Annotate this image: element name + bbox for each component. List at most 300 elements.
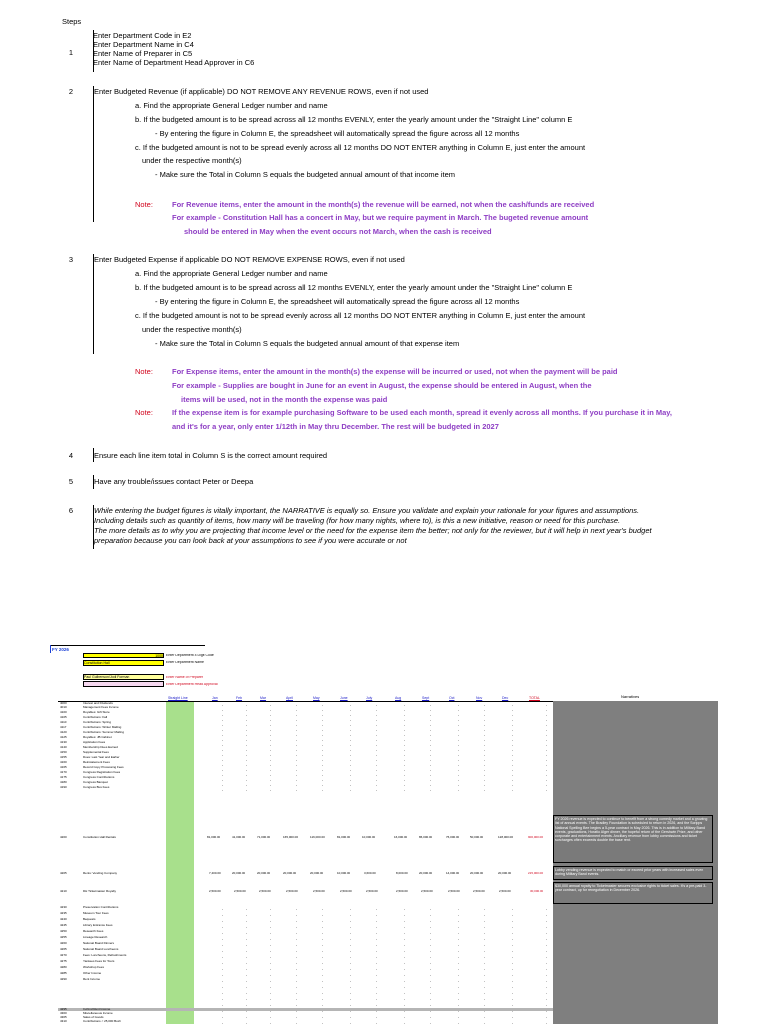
empty-cell-dash: - <box>350 763 352 767</box>
empty-cell-dash: - <box>512 907 514 911</box>
empty-cell-dash: - <box>350 919 352 923</box>
month-value[interactable]: 116,000.00 <box>310 836 325 839</box>
empty-cell-dash: - <box>404 708 406 712</box>
empty-cell-dash: - <box>222 961 224 965</box>
month-value[interactable]: 2,500.00 <box>313 890 325 893</box>
empty-cell-dash: - <box>484 743 486 747</box>
empty-cell-dash: - <box>222 931 224 935</box>
gl-code: 4160 <box>60 760 67 764</box>
gl-code: 4270 <box>60 953 67 957</box>
gl-name: Contributions: Summer Mailing <box>83 731 125 734</box>
empty-cell-dash: - <box>322 961 324 965</box>
empty-cell-dash: - <box>350 783 352 787</box>
empty-cell-dash: - <box>270 713 272 717</box>
empty-cell-dash: - <box>376 943 378 947</box>
empty-cell-dash: - <box>484 758 486 762</box>
empty-cell-dash: - <box>350 1003 352 1007</box>
empty-cell-dash: - <box>246 773 248 777</box>
empty-cell-dash: - <box>350 961 352 965</box>
empty-cell-dash: - <box>376 763 378 767</box>
empty-cell-dash: - <box>246 943 248 947</box>
gl-name: Rent Income <box>83 978 101 981</box>
gl-name: Contributions < 25,000 Boxh <box>83 1020 121 1023</box>
empty-cell-dash: - <box>322 708 324 712</box>
empty-cell-dash: - <box>222 723 224 727</box>
empty-cell-dash: - <box>222 728 224 732</box>
empty-cell-dash: - <box>270 788 272 792</box>
empty-cell-dash: - <box>404 913 406 917</box>
gl-code: 4105 <box>60 715 67 719</box>
empty-cell-dash: - <box>246 1009 248 1013</box>
empty-cell-dash: - <box>296 979 298 983</box>
empty-cell-dash: - <box>546 723 548 727</box>
empty-cell-dash: - <box>350 748 352 752</box>
empty-cell-dash: - <box>246 973 248 977</box>
gl-code: 4240 <box>60 917 67 921</box>
month-value[interactable]: 165,000.00 <box>283 836 299 839</box>
empty-cell-dash: - <box>546 979 548 983</box>
dept-name-hint: Enter Department Name <box>166 661 204 664</box>
empty-cell-dash: - <box>458 773 460 777</box>
empty-cell-dash: - <box>350 788 352 792</box>
empty-cell-dash: - <box>512 783 514 787</box>
empty-cell-dash: - <box>296 718 298 722</box>
step-line: - Make sure the Total in Column S equals the budgeted annual amount of that expense item <box>155 339 460 348</box>
gl-code: 4275 <box>60 959 67 963</box>
gl-code: 4245 <box>60 923 67 927</box>
month-value[interactable]: 81,000.00 <box>337 836 351 839</box>
empty-cell-dash: - <box>270 949 272 953</box>
empty-cell-dash: - <box>376 973 378 977</box>
step-line: a. Find the appropriate General Ledger number and name <box>135 269 328 278</box>
empty-cell-dash: - <box>512 1009 514 1013</box>
empty-cell-dash: - <box>458 943 460 947</box>
empty-cell-dash: - <box>270 931 272 935</box>
month-value[interactable]: 2,500.00 <box>234 890 246 893</box>
month-value[interactable]: 14,000.00 <box>446 872 460 875</box>
empty-cell-dash: - <box>270 733 272 737</box>
gl-name: Membership Dues Earned <box>83 746 118 749</box>
empty-cell-dash: - <box>376 931 378 935</box>
empty-cell-dash: - <box>296 973 298 977</box>
step-line: c. If the budgeted amount is not to be spread evenly across all 12 months DO NOT ENTER anything in Column E, just enter the amount <box>135 311 586 320</box>
month-value[interactable]: 2,500.00 <box>396 890 408 893</box>
gl-name: National Board Luncheons <box>83 948 119 951</box>
empty-cell-dash: - <box>270 991 272 995</box>
empty-cell-dash: - <box>322 733 324 737</box>
empty-cell-dash: - <box>296 1003 298 1007</box>
dept-code-field[interactable]: 1000 <box>83 653 164 658</box>
step-line: Enter Budgeted Revenue (if applicable) DO NOT REMOVE ANY REVENUE ROWS, even if not used <box>94 87 429 96</box>
month-value[interactable]: 2,500.00 <box>473 890 485 893</box>
col-header-month: Jan <box>212 696 218 700</box>
empty-cell-dash: - <box>270 768 272 772</box>
empty-cell-dash: - <box>546 748 548 752</box>
steps-title: Steps <box>62 17 82 26</box>
empty-cell-dash: - <box>458 997 460 1001</box>
narrative-cell[interactable]: $30,000 annual royalty to Ticketmaster secures exclusive rights to ticket sales. It's a pre-paid 3-year contract, up for renegotiation in December 2026. <box>553 882 713 904</box>
empty-cell-dash: - <box>430 738 432 742</box>
month-value[interactable]: 2,500.00 <box>340 890 352 893</box>
empty-cell-dash: - <box>404 753 406 757</box>
empty-cell-dash: - <box>296 967 298 971</box>
empty-cell-dash: - <box>376 713 378 717</box>
note-line: If the expense item is for example purchasing Software to be used each month, spread it evenly across all months. If you purchase it in May, <box>172 408 672 417</box>
empty-cell-dash: - <box>512 1015 514 1019</box>
empty-cell-dash: - <box>546 967 548 971</box>
empty-cell-dash: - <box>222 949 224 953</box>
empty-cell-dash: - <box>376 723 378 727</box>
empty-cell-dash: - <box>296 708 298 712</box>
step-number: 6 <box>68 506 74 515</box>
empty-cell-dash: - <box>222 919 224 923</box>
empty-cell-dash: - <box>246 991 248 995</box>
empty-cell-dash: - <box>404 778 406 782</box>
gl-name: Congress Contributions <box>83 776 115 779</box>
empty-cell-dash: - <box>270 743 272 747</box>
empty-cell-dash: - <box>430 907 432 911</box>
step-line: c. If the budgeted amount is not to be spread evenly across all 12 months DO NOT ENTER anything in Column E, just enter the amount <box>135 143 586 152</box>
step-line: - By entering the figure in Column E, the spreadsheet will automatically spread the figure across all 12 months <box>155 297 520 306</box>
empty-cell-dash: - <box>458 907 460 911</box>
month-value[interactable]: 128,000.00 <box>498 836 514 839</box>
month-value[interactable]: 7,400.00 <box>209 872 221 875</box>
narrative-cell[interactable]: Lobby vending revenue is expected to match or exceed prior years with increased sales even during Military Band events. <box>553 866 713 880</box>
month-value[interactable]: 3,600.00 <box>364 872 376 875</box>
empty-cell-dash: - <box>322 985 324 989</box>
empty-cell-dash: - <box>458 708 460 712</box>
empty-cell-dash: - <box>512 943 514 947</box>
empty-cell-dash: - <box>458 728 460 732</box>
month-value[interactable]: 20,000.00 <box>257 872 271 875</box>
empty-cell-dash: - <box>296 713 298 717</box>
empty-cell-dash: - <box>512 778 514 782</box>
empty-cell-dash: - <box>512 985 514 989</box>
empty-cell-dash: - <box>296 738 298 742</box>
month-value[interactable]: 20,000.00 <box>470 872 484 875</box>
narrative-instruction-line: preparation because you can look back at your assumptions to see if you were accurate or not <box>94 536 407 545</box>
empty-cell-dash: - <box>458 763 460 767</box>
empty-cell-dash: - <box>404 763 406 767</box>
gl-code: 4010 <box>60 705 67 709</box>
empty-cell-dash: - <box>512 1021 514 1025</box>
empty-cell-dash: - <box>296 1021 298 1025</box>
empty-cell-dash: - <box>484 997 486 1001</box>
row-total: 215,000.00 <box>528 872 544 875</box>
empty-cell-dash: - <box>404 1009 406 1013</box>
empty-cell-dash: - <box>484 991 486 995</box>
note-line: should be entered in May when the event occurs not March, when the cash is received <box>184 227 492 236</box>
empty-cell-dash: - <box>350 1021 352 1025</box>
empty-cell-dash: - <box>458 718 460 722</box>
empty-cell-dash: - <box>222 991 224 995</box>
empty-cell-dash: - <box>484 1015 486 1019</box>
step-number: 2 <box>68 87 74 96</box>
empty-cell-dash: - <box>270 1021 272 1025</box>
empty-cell-dash: - <box>322 738 324 742</box>
empty-cell-dash: - <box>350 949 352 953</box>
empty-cell-dash: - <box>246 979 248 983</box>
empty-cell-dash: - <box>404 931 406 935</box>
month-value[interactable]: 2,500.00 <box>209 890 221 893</box>
empty-cell-dash: - <box>546 931 548 935</box>
empty-cell-dash: - <box>376 979 378 983</box>
month-value[interactable]: 2,500.00 <box>286 890 298 893</box>
gl-name: Yankees Fees for Tours <box>83 960 115 963</box>
empty-cell-dash: - <box>296 1009 298 1013</box>
empty-cell-dash: - <box>322 728 324 732</box>
empty-cell-dash: - <box>458 748 460 752</box>
empty-cell-dash: - <box>296 955 298 959</box>
col-header-straight-line: Straight Line <box>168 696 188 700</box>
empty-cell-dash: - <box>246 783 248 787</box>
empty-cell-dash: - <box>222 733 224 737</box>
empty-cell-dash: - <box>296 773 298 777</box>
empty-cell-dash: - <box>350 979 352 983</box>
gl-name: National Board Dinners <box>83 942 115 945</box>
empty-cell-dash: - <box>322 1009 324 1013</box>
empty-cell-dash: - <box>458 778 460 782</box>
empty-cell-dash: - <box>458 788 460 792</box>
empty-cell-dash: - <box>546 907 548 911</box>
empty-cell-dash: - <box>546 703 548 707</box>
empty-cell-dash: - <box>350 931 352 935</box>
empty-cell-dash: - <box>458 961 460 965</box>
empty-cell-dash: - <box>404 773 406 777</box>
empty-cell-dash: - <box>296 753 298 757</box>
note-line: For Expense items, enter the amount in the month(s) the expense will be incurred or used, not when the payment will be paid <box>172 367 618 376</box>
empty-cell-dash: - <box>458 783 460 787</box>
month-value[interactable]: 20,000.00 <box>232 872 246 875</box>
empty-cell-dash: - <box>404 955 406 959</box>
month-value[interactable]: 20,000.00 <box>419 872 433 875</box>
empty-cell-dash: - <box>222 1009 224 1013</box>
empty-cell-dash: - <box>270 979 272 983</box>
empty-cell-dash: - <box>404 1003 406 1007</box>
empty-cell-dash: - <box>430 961 432 965</box>
empty-cell-dash: - <box>322 1015 324 1019</box>
empty-cell-dash: - <box>512 733 514 737</box>
month-value[interactable]: 81,000.00 <box>207 836 221 839</box>
approver-field[interactable] <box>83 681 164 687</box>
empty-cell-dash: - <box>458 753 460 757</box>
month-value[interactable]: 10,000.00 <box>362 836 376 839</box>
dept-name-field[interactable]: Constitution Hall <box>83 660 164 666</box>
empty-cell-dash: - <box>458 733 460 737</box>
empty-cell-dash: - <box>458 967 460 971</box>
empty-cell-dash: - <box>430 955 432 959</box>
col-header-month: Sept <box>422 696 430 700</box>
empty-cell-dash: - <box>512 788 514 792</box>
empty-cell-dash: - <box>546 955 548 959</box>
empty-cell-dash: - <box>222 1015 224 1019</box>
empty-cell-dash: - <box>458 919 460 923</box>
gl-name: Royalties: JB Cabinet <box>83 736 112 739</box>
empty-cell-dash: - <box>322 907 324 911</box>
empty-cell-dash: - <box>246 738 248 742</box>
empty-cell-dash: - <box>246 758 248 762</box>
empty-cell-dash: - <box>546 997 548 1001</box>
empty-cell-dash: - <box>484 748 486 752</box>
empty-cell-dash: - <box>376 783 378 787</box>
empty-cell-dash: - <box>404 949 406 953</box>
empty-cell-dash: - <box>322 788 324 792</box>
empty-cell-dash: - <box>296 743 298 747</box>
empty-cell-dash: - <box>376 1009 378 1013</box>
empty-cell-dash: - <box>270 925 272 929</box>
gl-name: Record Copy Processing Fees <box>83 766 124 769</box>
empty-cell-dash: - <box>458 1021 460 1025</box>
gl-code: 4235 <box>60 911 67 915</box>
empty-cell-dash: - <box>350 943 352 947</box>
month-value[interactable]: 71,000.00 <box>257 836 271 839</box>
gl-code: 4260 <box>60 941 67 945</box>
narrative-instruction-line: While entering the budget figures is vitally important, the NARRATIVE is equally so. Ensure you validate and explain your rationale for your figures and assumptions. <box>94 506 640 515</box>
empty-cell-dash: - <box>270 703 272 707</box>
col-header-month: Oct <box>449 696 455 700</box>
straight-line-column[interactable] <box>166 702 194 1024</box>
empty-cell-dash: - <box>322 1021 324 1025</box>
empty-cell-dash: - <box>222 1021 224 1025</box>
empty-cell-dash: - <box>484 979 486 983</box>
narrative-cell[interactable]: FY 2026 revenue is expected to continue to benefit from a strong comedy market and a growing list of annual events. The Bradley Foundation is scheduled to return in 2026, and the Scripps National Spelling Bee begins a 5-year contract in May 2026. This is in addition to Military Band events, graduations, Horatio Alger dinner, the hopeful return of the Gershwin Prize, and other corporate and entertainment events. Ancillary revenue from lobby commissions and ticket surcharges often exceeds double the base rent. <box>553 815 713 863</box>
empty-cell-dash: - <box>404 919 406 923</box>
month-value[interactable]: 16,000.00 <box>394 836 408 839</box>
empty-cell-dash: - <box>404 943 406 947</box>
empty-cell-dash: - <box>512 758 514 762</box>
empty-cell-dash: - <box>270 758 272 762</box>
gl-code: 4285 <box>60 971 67 975</box>
empty-cell-dash: - <box>296 763 298 767</box>
empty-cell-dash: - <box>376 1021 378 1025</box>
approver-hint: Enter Department Head Approval <box>166 683 218 686</box>
month-value[interactable]: 76,000.00 <box>446 836 460 839</box>
empty-cell-dash: - <box>430 773 432 777</box>
empty-cell-dash: - <box>484 708 486 712</box>
empty-cell-dash: - <box>222 943 224 947</box>
empty-cell-dash: - <box>376 788 378 792</box>
empty-cell-dash: - <box>376 907 378 911</box>
empty-cell-dash: - <box>350 913 352 917</box>
empty-cell-dash: - <box>246 949 248 953</box>
empty-cell-dash: - <box>222 778 224 782</box>
month-value[interactable]: 2,500.00 <box>499 890 511 893</box>
empty-cell-dash: - <box>376 925 378 929</box>
step-line: - Make sure the Total in Column S equals the budgeted annual amount of that income item <box>155 170 456 179</box>
empty-cell-dash: - <box>246 753 248 757</box>
empty-cell-dash: - <box>322 979 324 983</box>
empty-cell-dash: - <box>296 949 298 953</box>
empty-cell-dash: - <box>296 733 298 737</box>
empty-cell-dash: - <box>270 907 272 911</box>
empty-cell-dash: - <box>430 788 432 792</box>
gl-name: Congress Bus Fees <box>83 786 110 789</box>
month-value[interactable]: 10,000.00 <box>337 872 351 875</box>
empty-cell-dash: - <box>512 703 514 707</box>
month-value[interactable]: 2,500.00 <box>366 890 378 893</box>
gl-code: 4100 <box>60 710 67 714</box>
step-line: Enter Name of Preparer in C5 <box>93 49 193 58</box>
month-value[interactable]: 2,500.00 <box>448 890 460 893</box>
empty-cell-dash: - <box>296 788 298 792</box>
empty-cell-dash: - <box>246 913 248 917</box>
empty-cell-dash: - <box>222 708 224 712</box>
col-header-month: May <box>313 696 320 700</box>
empty-cell-dash: - <box>322 748 324 752</box>
empty-cell-dash: - <box>296 919 298 923</box>
empty-cell-dash: - <box>246 985 248 989</box>
month-value[interactable]: 41,000.00 <box>232 836 246 839</box>
empty-cell-dash: - <box>484 763 486 767</box>
gl-name: Bequests <box>83 918 96 921</box>
empty-cell-dash: - <box>296 748 298 752</box>
empty-cell-dash: - <box>546 718 548 722</box>
empty-cell-dash: - <box>458 985 460 989</box>
month-value[interactable]: 20,000.00 <box>283 872 297 875</box>
empty-cell-dash: - <box>404 703 406 707</box>
preparer-field[interactable]: Paul Gulbenson/Jodi Forman <box>83 674 164 680</box>
empty-cell-dash: - <box>404 733 406 737</box>
empty-cell-dash: - <box>350 1015 352 1019</box>
empty-cell-dash: - <box>350 773 352 777</box>
empty-cell-dash: - <box>350 925 352 929</box>
empty-cell-dash: - <box>512 931 514 935</box>
empty-cell-dash: - <box>222 748 224 752</box>
empty-cell-dash: - <box>512 967 514 971</box>
empty-cell-dash: - <box>246 937 248 941</box>
empty-cell-dash: - <box>222 703 224 707</box>
note-label: Note: <box>135 367 153 376</box>
empty-cell-dash: - <box>270 748 272 752</box>
empty-cell-dash: - <box>484 919 486 923</box>
empty-cell-dash: - <box>458 931 460 935</box>
empty-cell-dash: - <box>430 937 432 941</box>
month-value[interactable]: 8,000.00 <box>396 872 408 875</box>
empty-cell-dash: - <box>430 997 432 1001</box>
empty-cell-dash: - <box>404 1015 406 1019</box>
empty-cell-dash: - <box>296 997 298 1001</box>
month-value[interactable]: 20,000.00 <box>310 872 324 875</box>
empty-cell-dash: - <box>296 728 298 732</box>
empty-cell-dash: - <box>376 1003 378 1007</box>
empty-cell-dash: - <box>404 991 406 995</box>
empty-cell-dash: - <box>246 967 248 971</box>
empty-cell-dash: - <box>296 723 298 727</box>
gl-code: 4117 <box>60 725 67 729</box>
empty-cell-dash: - <box>512 713 514 717</box>
empty-cell-dash: - <box>350 937 352 941</box>
empty-cell-dash: - <box>404 713 406 717</box>
empty-cell-dash: - <box>484 985 486 989</box>
month-value[interactable]: 2,500.00 <box>259 890 271 893</box>
empty-cell-dash: - <box>376 985 378 989</box>
empty-cell-dash: - <box>322 783 324 787</box>
row-total: 900,000.00 <box>528 836 544 839</box>
empty-cell-dash: - <box>322 925 324 929</box>
empty-cell-dash: - <box>546 973 548 977</box>
month-value[interactable]: 2,500.00 <box>421 890 433 893</box>
month-value[interactable]: 86,000.00 <box>419 836 433 839</box>
empty-cell-dash: - <box>350 758 352 762</box>
empty-cell-dash: - <box>270 773 272 777</box>
month-value[interactable]: 20,000.00 <box>498 872 512 875</box>
month-value[interactable]: 50,000.00 <box>470 836 484 839</box>
col-header-month: June <box>340 696 348 700</box>
step-line: - By entering the figure in Column E, the spreadsheet will automatically spread the figure across all 12 months <box>155 129 520 138</box>
empty-cell-dash: - <box>430 733 432 737</box>
narrative-instruction-line: The more details as to why you are projecting that income level or the need for the expense item the better; not only for the reviewer, but it will help in next year's budget <box>94 526 652 535</box>
empty-cell-dash: - <box>322 937 324 941</box>
